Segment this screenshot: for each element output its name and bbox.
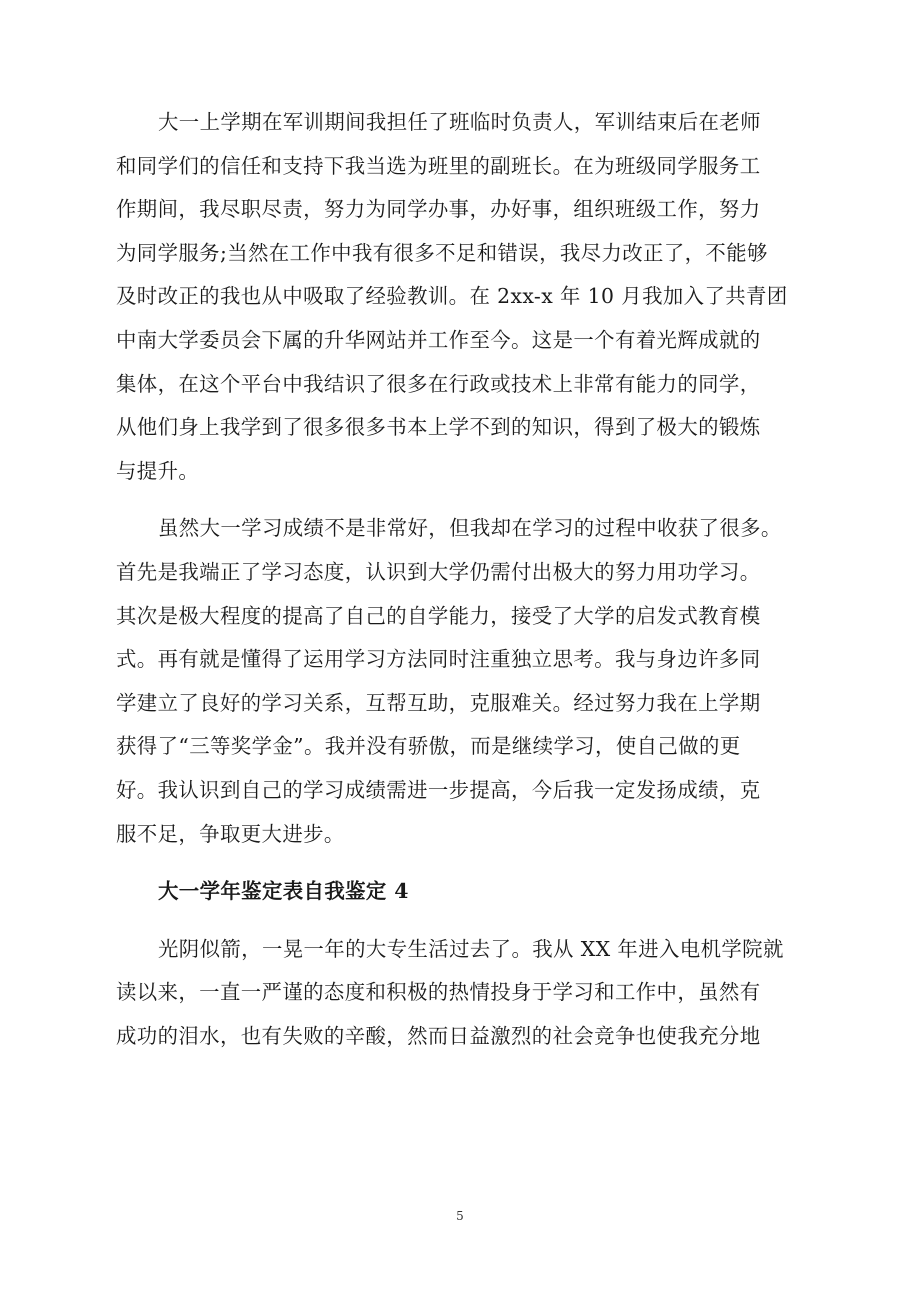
- document-body: [116, 101, 806, 1072]
- paragraph-1: 大一上学期在军训期间我担任了班临时负责人，军训结束后在老师 和同学们的信任和支持下我当选为班里的副班长。在为班级同学服务工 作期间，我尽职尽责，努力为同学办事，办好事，组织班级工作，努力 为同学服务;当然在工作中我有很多不足和错误，我尽力改正了，不能够 及时改正的我也从中吸取了经验教训。在 2xx-x 年 10 月我加入了共青团 中南大学委员会下属的升华网站并工作至今。这是一个有着光辉成就的 集体，在这个平台中我结识了很多在行政或技术上非常有能力的同学， 从他们身上我学到了很多很多书本上学不到的知识，得到了极大的锻炼 与提升。: [116, 110, 788, 483]
- paragraph-2: 虽然大一学习成绩不是非常好，但我却在学习的过程中收获了很多。 首先是我端正了学习态度，认识到大学仍需付出极大的努力用功学习。 其次是极大程度的提高了自己的自学能力，接受了大学的启发式教育模 式。再有就是懂得了运用学习方法同时注重独立思考。我与身边许多同 学建立了良好的学习关系，互帮互助，克服难关。经过努力我在上学期 获得了“三等奖学金”。我并没有骄傲，而是继续学习，使自己做的更 好。我认识到自己的学习成绩需进一步提高，今后我一定发扬成绩，克 服不足，争取更大进步。: [116, 516, 782, 846]
- section-heading: 大一学年鉴定表自我鉴定 4: [158, 879, 409, 904]
- page-number: 5: [456, 1209, 464, 1223]
- paragraph-3: 光阴似箭，一晃一年的大专生活过去了。我从 XX 年进入电机学院就 读以来，一直一严谨的态度和积极的热情投身于学习和工作中，虽然有 成功的泪水，也有失败的辛酸，然而日益激烈的社会竞争也使我充分地: [116, 936, 784, 1048]
